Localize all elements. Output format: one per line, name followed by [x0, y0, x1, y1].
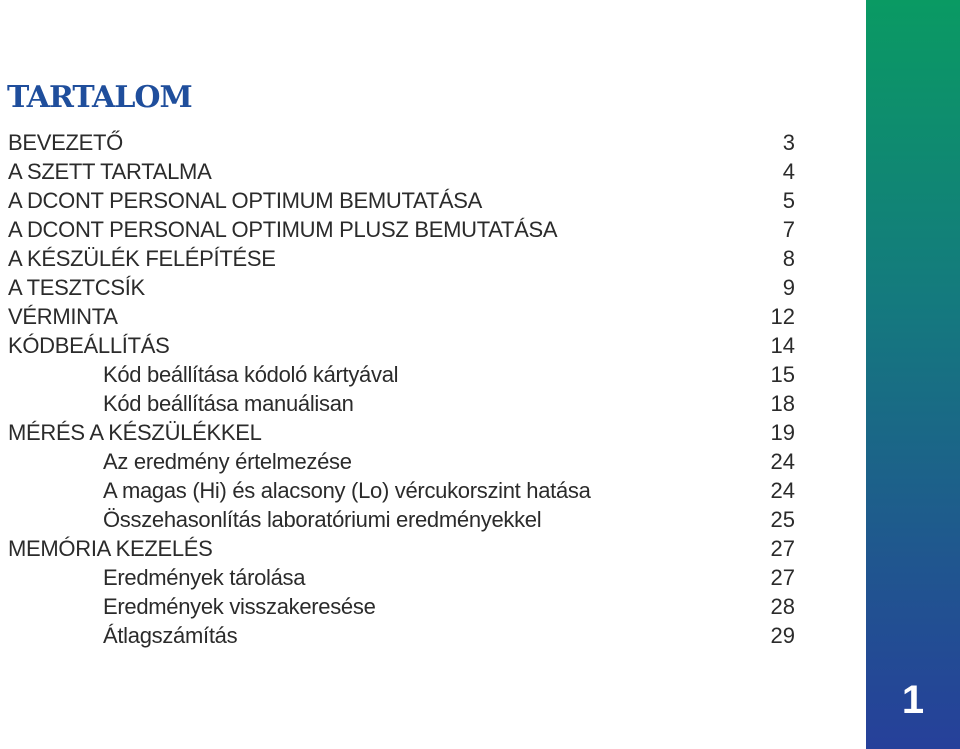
- toc-entry-page: 9: [782, 275, 795, 300]
- toc-entry-page: 29: [770, 623, 795, 648]
- toc-entry-label: Eredmények tárolása: [103, 565, 306, 590]
- toc-entry-label: A TESZTCSÍK: [8, 275, 145, 300]
- toc-entry-label: Kód beállítása kódoló kártyával: [103, 362, 399, 387]
- toc-entry-label: Összehasonlítás laboratóriumi eredményekkel: [103, 507, 542, 532]
- page-title: TARTALOM: [7, 80, 192, 115]
- toc-entry: [0, 389, 800, 418]
- toc-entry: [0, 418, 800, 447]
- page-number: 1: [901, 678, 925, 722]
- table-of-contents: [0, 128, 800, 650]
- toc-entry-label: Átlagszámítás: [103, 623, 238, 648]
- toc-entry: [0, 476, 800, 505]
- toc-entry-page: 24: [770, 478, 795, 503]
- toc-entry-label: MEMÓRIA KEZELÉS: [8, 536, 213, 561]
- toc-entry: [0, 447, 800, 476]
- toc-entry-page: 8: [782, 246, 795, 271]
- toc-entry: [0, 157, 800, 186]
- toc-entry: [0, 186, 800, 215]
- toc-entry-label: A magas (Hi) és alacsony (Lo) vércukorszint hatása: [103, 478, 591, 503]
- toc-entry: [0, 621, 800, 650]
- toc-entry-page: 4: [782, 159, 795, 184]
- toc-entry-label: VÉRMINTA: [8, 304, 118, 329]
- toc-entry: [0, 128, 800, 157]
- toc-entry-label: MÉRÉS A KÉSZÜLÉKKEL: [8, 420, 262, 445]
- toc-entry-page: 27: [770, 565, 795, 590]
- color-sidebar: [866, 0, 960, 749]
- toc-entry: [0, 244, 800, 273]
- toc-entry-page: 28: [770, 594, 795, 619]
- toc-entry-page: 19: [770, 420, 795, 445]
- toc-entry-page: 27: [770, 536, 795, 561]
- toc-entry-label: A KÉSZÜLÉK FELÉPÍTÉSE: [8, 246, 276, 271]
- toc-entry-page: 7: [782, 217, 795, 242]
- toc-entry-label: A SZETT TARTALMA: [8, 159, 212, 184]
- toc-entry-label: A DCONT PERSONAL OPTIMUM BEMUTATÁSA: [8, 188, 482, 213]
- toc-entry-page: 5: [782, 188, 795, 213]
- toc-entry-label: Az eredmény értelmezése: [103, 449, 352, 474]
- toc-entry: [0, 302, 800, 331]
- toc-entry: [0, 505, 800, 534]
- toc-entry: [0, 215, 800, 244]
- toc-entry-page: 14: [770, 333, 795, 358]
- toc-entry-page: 3: [782, 130, 795, 155]
- toc-entry-page: 18: [770, 391, 795, 416]
- toc-entry-label: A DCONT PERSONAL OPTIMUM PLUSZ BEMUTATÁSA: [8, 217, 558, 242]
- toc-entry-label: BEVEZETŐ: [8, 130, 123, 155]
- toc-entry-label: Eredmények visszakeresése: [103, 594, 376, 619]
- toc-entry-page: 15: [770, 362, 795, 387]
- toc-entry-page: 24: [770, 449, 795, 474]
- toc-entry: [0, 331, 800, 360]
- toc-entry-page: 12: [770, 304, 795, 329]
- toc-entry: [0, 534, 800, 563]
- toc-entry-label: Kód beállítása manuálisan: [103, 391, 354, 416]
- toc-entry: [0, 592, 800, 621]
- toc-entry: [0, 563, 800, 592]
- toc-entry: [0, 360, 800, 389]
- toc-entry-label: KÓDBEÁLLÍTÁS: [8, 333, 170, 358]
- toc-entry: [0, 273, 800, 302]
- toc-entry-page: 25: [770, 507, 795, 532]
